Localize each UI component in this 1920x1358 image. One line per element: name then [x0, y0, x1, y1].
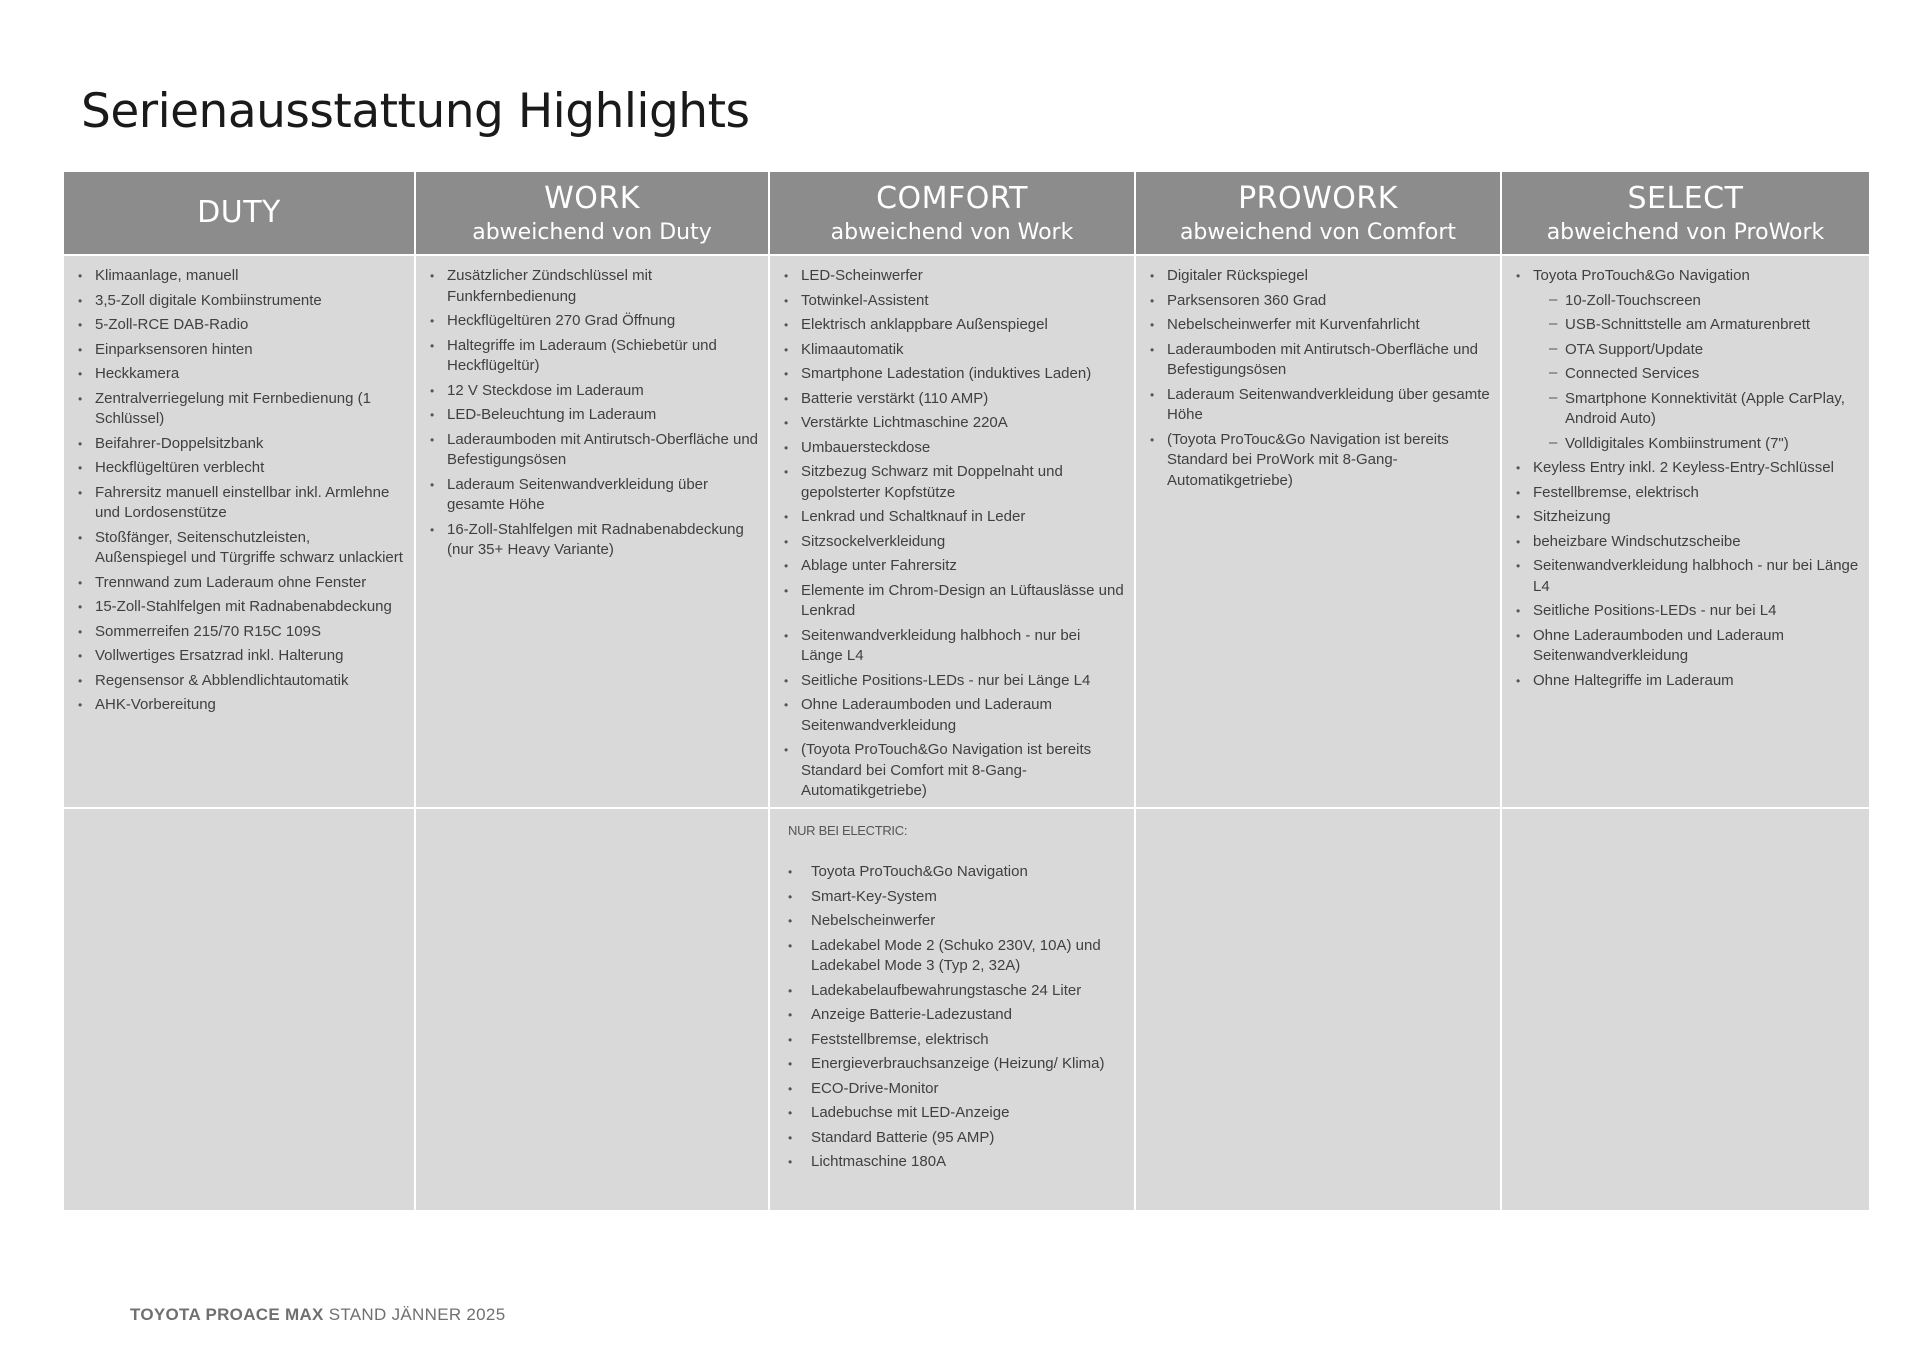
list-item: • Totwinkel-Assistent	[784, 291, 1124, 312]
list-item: • 16-Zoll-Stahlfelgen mit Radnabenabdeckung (nur 35+ Heavy Variante)	[430, 520, 758, 561]
list-item: • beheizbare Windschutzscheibe	[1516, 532, 1859, 553]
cell-comfort-electric	[770, 807, 1134, 1210]
cell-duty	[64, 256, 414, 807]
sub-list-item: – Volldigitales Kombiinstrument (7")	[1549, 434, 1859, 455]
list-item: • Haltegriffe im Laderaum (Schiebetür und Heckflügeltür)	[430, 336, 758, 377]
list-item: • 15-Zoll-Stahlfelgen mit Radnabenabdeckung	[78, 597, 404, 618]
list-item: • Feststellbremse, elektrisch	[784, 1030, 1124, 1051]
list-item: • ECO-Drive-Monitor	[784, 1079, 1124, 1100]
list-item: • Umbauersteckdose	[784, 438, 1124, 459]
cell-prowork-electric	[1136, 807, 1500, 1210]
list-item: • Laderaumboden mit Antirutsch-Oberfläche und Befestigungsösen	[430, 430, 758, 471]
list-item: • Seitliche Positions-LEDs - nur bei Länge L4	[784, 671, 1124, 692]
list-item: • Fahrersitz manuell einstellbar inkl. Armlehne und Lordosenstütze	[78, 483, 404, 524]
list-item: • Heckflügeltüren verblecht	[78, 458, 404, 479]
list-item: • Klimaautomatik	[784, 340, 1124, 361]
list-item: • Laderaumboden mit Antirutsch-Oberfläche und Befestigungsösen	[1150, 340, 1490, 381]
footer	[130, 1305, 505, 1325]
list-item: • Smartphone Ladestation (induktives Laden)	[784, 364, 1124, 385]
list-item: • Seitliche Positions-LEDs - nur bei L4	[1516, 601, 1859, 622]
feature-list	[78, 266, 404, 716]
list-item: • Energieverbrauchsanzeige (Heizung/ Klima)	[784, 1054, 1124, 1075]
cell-select-electric	[1502, 807, 1869, 1210]
header-work	[416, 172, 768, 256]
cell-comfort	[770, 256, 1134, 807]
list-item: • Einparksensoren hinten	[78, 340, 404, 361]
list-item: • Heckkamera	[78, 364, 404, 385]
list-item: • Festellbremse, elektrisch	[1516, 483, 1859, 504]
list-item: • 5-Zoll-RCE DAB-Radio	[78, 315, 404, 336]
list-item: • Nebelscheinwerfer	[784, 911, 1124, 932]
list-item: • Zusätzlicher Zündschlüssel mit Funkfernbedienung	[430, 266, 758, 307]
list-item: • Trennwand zum Laderaum ohne Fenster	[78, 573, 404, 594]
list-item: • Ohne Laderaumboden und Laderaum Seitenwandverkleidung	[784, 695, 1124, 736]
list-item: • LED-Beleuchtung im Laderaum	[430, 405, 758, 426]
sub-list-item: – USB-Schnittstelle am Armaturenbrett	[1549, 315, 1859, 336]
cell-select	[1502, 256, 1869, 807]
list-item: • Seitenwandverkleidung halbhoch - nur bei Länge L4	[784, 626, 1124, 667]
list-item: • Heckflügeltüren 270 Grad Öffnung	[430, 311, 758, 332]
list-item: • AHK-Vorbereitung	[78, 695, 404, 716]
sub-list-item: – Connected Services	[1549, 364, 1859, 385]
list-item: • Vollwertiges Ersatzrad inkl. Halterung	[78, 646, 404, 667]
list-item: • Batterie verstärkt (110 AMP)	[784, 389, 1124, 410]
list-item	[1516, 266, 1859, 454]
list-item: • Ladekabel Mode 2 (Schuko 230V, 10A) und Ladekabel Mode 3 (Typ 2, 32A)	[784, 936, 1124, 977]
list-item: • Laderaum Seitenwandverkleidung über gesamte Höhe	[430, 475, 758, 516]
list-item: • Zentralverriegelung mit Fernbedienung (1 Schlüssel)	[78, 389, 404, 430]
list-item: • Keyless Entry inkl. 2 Keyless-Entry-Schlüssel	[1516, 458, 1859, 479]
column-subtitle: abweichend von Work	[830, 220, 1074, 245]
list-item: • Standard Batterie (95 AMP)	[784, 1128, 1124, 1149]
list-item: • Parksensoren 360 Grad	[1150, 291, 1490, 312]
list-item: • Sitzsockelverkleidung	[784, 532, 1124, 553]
footer-brand: TOYOTA PROACE MAX	[130, 1305, 324, 1324]
column-title: SELECT	[1627, 181, 1744, 216]
list-item: • Elektrisch anklappbare Außenspiegel	[784, 315, 1124, 336]
feature-list	[1516, 266, 1859, 454]
list-item: • Ablage unter Fahrersitz	[784, 556, 1124, 577]
column-title: WORK	[544, 181, 640, 216]
list-item: • Ladekabelaufbewahrungstasche 24 Liter	[784, 981, 1124, 1002]
list-item: • Lenkrad und Schaltknauf in Leder	[784, 507, 1124, 528]
list-item: • Nebelscheinwerfer mit Kurvenfahrlicht	[1150, 315, 1490, 336]
header-duty	[64, 172, 414, 256]
list-item: • Elemente im Chrom-Design an Lüftauslässe und Lenkrad	[784, 581, 1124, 622]
sub-list-item: – 10-Zoll-Touchscreen	[1549, 291, 1859, 312]
list-item: • LED-Scheinwerfer	[784, 266, 1124, 287]
list-item: • Seitenwandverkleidung halbhoch - nur bei Länge L4	[1516, 556, 1859, 597]
electric-label: NUR BEI ELECTRIC:	[788, 823, 908, 838]
list-item-text: Toyota ProTouch&Go Navigation	[1533, 267, 1750, 284]
list-item: • Sitzbezug Schwarz mit Doppelnaht und gepolsterter Kopfstütze	[784, 462, 1124, 503]
list-item: • (Toyota ProTouch&Go Navigation ist bereits Standard bei Comfort mit 8-Gang- Automatikgetriebe)	[784, 740, 1124, 802]
page-title: Serienausstattung Highlights	[81, 84, 750, 139]
feature-list	[430, 266, 758, 561]
footer-date: STAND JÄNNER 2025	[328, 1305, 506, 1324]
list-item: • 3,5-Zoll digitale Kombiinstrumente	[78, 291, 404, 312]
list-item: • Digitaler Rückspiegel	[1150, 266, 1490, 287]
header-comfort	[770, 172, 1134, 256]
list-item: • Anzeige Batterie-Ladezustand	[784, 1005, 1124, 1026]
header-prowork	[1136, 172, 1500, 256]
electric-feature-list	[784, 862, 1124, 1173]
column-subtitle: abweichend von Comfort	[1179, 220, 1457, 245]
list-item: • Laderaum Seitenwandverkleidung über gesamte Höhe	[1150, 385, 1490, 426]
column-subtitle: abweichend von Duty	[472, 220, 712, 245]
list-item: • Toyota ProTouch&Go Navigation	[784, 862, 1124, 883]
sub-list-item: – Smartphone Konnektivität (Apple CarPlay, Android Auto)	[1549, 389, 1859, 430]
list-item: • 12 V Steckdose im Laderaum	[430, 381, 758, 402]
list-item: • Sommerreifen 215/70 R15C 109S	[78, 622, 404, 643]
list-item: • Ohne Laderaumboden und Laderaum Seitenwandverkleidung	[1516, 626, 1859, 667]
column-title: DUTY	[197, 195, 281, 230]
list-item: • Verstärkte Lichtmaschine 220A	[784, 413, 1124, 434]
list-item: • (Toyota ProTouc&Go Navigation ist bereits Standard bei ProWork mit 8-Gang-Automatikgetriebe)	[1150, 430, 1490, 492]
list-item: • Beifahrer-Doppelsitzbank	[78, 434, 404, 455]
list-item: • Klimaanlage, manuell	[78, 266, 404, 287]
equipment-table	[64, 172, 1861, 1210]
sub-feature-list	[1533, 291, 1859, 455]
feature-list	[1516, 458, 1859, 691]
cell-work-electric	[416, 807, 768, 1210]
list-item: • Regensensor & Abblendlichtautomatik	[78, 671, 404, 692]
cell-prowork	[1136, 256, 1500, 807]
list-item: • Ohne Haltegriffe im Laderaum	[1516, 671, 1859, 692]
sub-list-item: – OTA Support/Update	[1549, 340, 1859, 361]
column-subtitle: abweichend von ProWork	[1546, 220, 1825, 245]
list-item: • Sitzheizung	[1516, 507, 1859, 528]
list-item: • Ladebuchse mit LED-Anzeige	[784, 1103, 1124, 1124]
feature-list	[1150, 266, 1490, 491]
feature-list	[784, 266, 1124, 802]
cell-duty-electric	[64, 807, 414, 1210]
cell-work	[416, 256, 768, 807]
column-title: COMFORT	[876, 181, 1028, 216]
column-title: PROWORK	[1238, 181, 1398, 216]
list-item: • Stoßfänger, Seitenschutzleisten, Außenspiegel und Türgriffe schwarz unlackiert	[78, 528, 404, 569]
header-select	[1502, 172, 1869, 256]
list-item: • Lichtmaschine 180A	[784, 1152, 1124, 1173]
list-item: • Smart-Key-System	[784, 887, 1124, 908]
